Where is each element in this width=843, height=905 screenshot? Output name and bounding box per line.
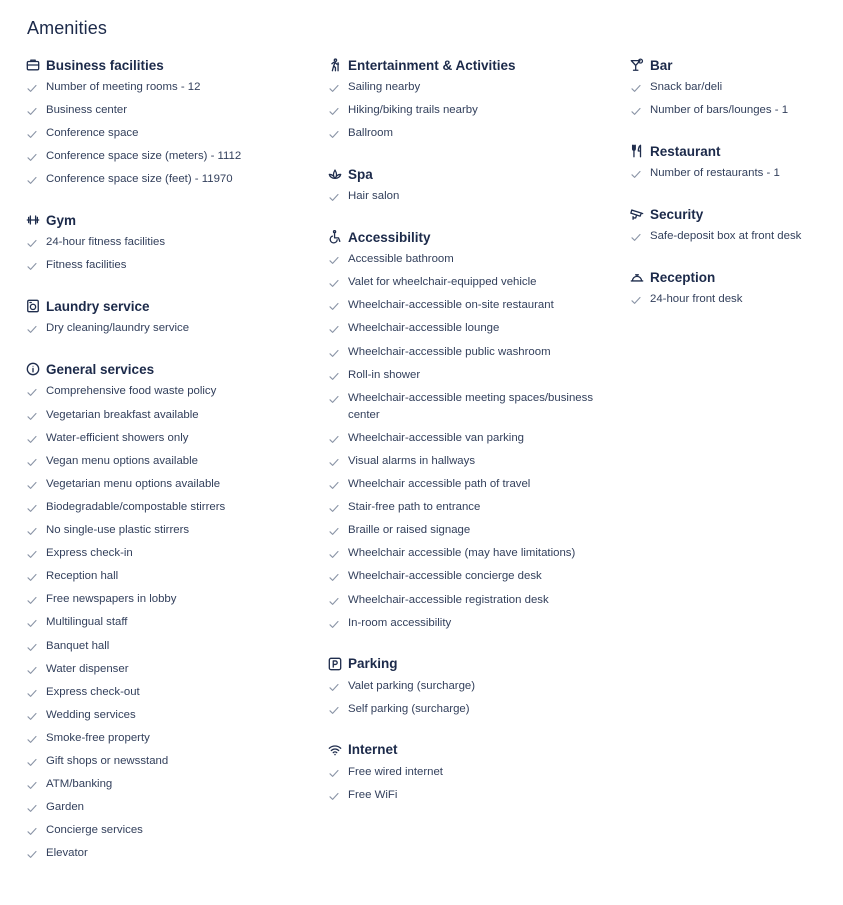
amenity-label: Vegan menu options available xyxy=(46,454,198,467)
amenity-label: Water dispenser xyxy=(46,662,129,675)
check-icon xyxy=(329,620,339,629)
amenity-label: Multilingual staff xyxy=(46,616,128,629)
amenity-label: Sailing nearby xyxy=(348,81,421,93)
amenity-item xyxy=(328,102,618,119)
check-icon xyxy=(329,550,339,559)
amenity-label: Wheelchair-accessible registration desk xyxy=(348,593,549,606)
amenity-item xyxy=(328,701,618,718)
amenity-item xyxy=(26,79,306,96)
amenity-label: Self parking (surcharge) xyxy=(348,702,470,715)
check-icon xyxy=(329,504,339,513)
amenity-item xyxy=(328,522,618,539)
amenity-item xyxy=(328,545,618,562)
check-icon xyxy=(27,504,37,513)
amenity-label: Vegetarian breakfast available xyxy=(46,408,199,421)
section-header xyxy=(328,655,618,673)
check-icon xyxy=(27,596,37,605)
washing-machine-icon xyxy=(26,299,40,313)
section-title: Security xyxy=(650,206,704,222)
check-icon xyxy=(329,458,339,467)
check-icon xyxy=(27,176,37,185)
check-icon xyxy=(27,107,37,116)
check-icon xyxy=(27,481,37,490)
check-icon xyxy=(329,84,339,93)
amenity-label: Dry cleaning/laundry service xyxy=(46,322,190,335)
section-header xyxy=(328,228,618,246)
section-title: Gym xyxy=(46,212,77,228)
amenity-label: Ballroom xyxy=(348,127,393,140)
check-icon xyxy=(27,325,37,334)
amenity-item xyxy=(26,148,306,165)
check-icon xyxy=(27,388,37,397)
section-header xyxy=(26,297,306,315)
amenity-label: Stair-free path to entrance xyxy=(348,501,481,514)
section-restaurant xyxy=(630,142,840,182)
check-icon xyxy=(27,781,37,790)
amenity-label: Business center xyxy=(46,104,128,117)
amenity-list xyxy=(328,79,618,142)
amenity-item xyxy=(26,776,306,793)
amenity-label: Wheelchair accessible path of travel xyxy=(348,478,531,491)
check-icon xyxy=(329,193,339,202)
amenity-item xyxy=(328,188,618,205)
check-icon xyxy=(27,850,37,859)
amenity-list xyxy=(630,165,840,182)
check-icon xyxy=(329,130,339,139)
amenity-item xyxy=(26,171,306,188)
amenity-item xyxy=(26,614,306,631)
amenity-item xyxy=(26,753,306,770)
section-bar xyxy=(630,56,840,119)
amenity-label: Wheelchair-accessible meeting spaces/business center xyxy=(348,391,594,421)
check-icon xyxy=(27,262,37,271)
amenity-item xyxy=(26,125,306,142)
amenity-item xyxy=(328,499,618,516)
check-icon xyxy=(329,597,339,606)
dumbbell-icon xyxy=(26,213,40,227)
parking-icon xyxy=(328,657,342,671)
info-icon xyxy=(26,362,40,376)
amenity-item xyxy=(26,234,306,251)
amenity-item xyxy=(26,545,306,562)
amenity-label: Comprehensive food waste policy xyxy=(46,385,217,398)
amenity-item xyxy=(630,79,840,96)
amenity-label: Garden xyxy=(46,801,84,814)
check-icon xyxy=(329,302,339,311)
check-icon xyxy=(329,683,339,692)
section-general-services xyxy=(26,360,306,862)
section-gym xyxy=(26,211,306,274)
section-security xyxy=(630,205,840,245)
check-icon xyxy=(27,689,37,698)
amenity-label: Hiking/biking trails nearby xyxy=(348,104,478,117)
amenity-item xyxy=(26,453,306,470)
check-icon xyxy=(329,107,339,116)
section-parking xyxy=(328,655,618,718)
amenity-label: Valet parking (surcharge) xyxy=(348,679,476,692)
check-icon xyxy=(27,153,37,162)
section-entertainment-and-activities xyxy=(328,56,618,142)
amenity-label: Conference space xyxy=(46,127,139,140)
section-title: Parking xyxy=(348,656,398,672)
amenity-list xyxy=(328,188,618,205)
amenity-list xyxy=(26,383,306,862)
amenity-label: Number of meeting rooms - 12 xyxy=(46,81,201,93)
check-icon xyxy=(27,412,37,421)
check-icon xyxy=(27,735,37,744)
amenity-label: Vegetarian menu options available xyxy=(46,477,221,490)
check-icon xyxy=(329,706,339,715)
check-icon xyxy=(27,130,37,139)
amenity-item xyxy=(328,568,618,585)
check-icon xyxy=(329,256,339,265)
amenity-list xyxy=(328,678,618,718)
section-header xyxy=(328,56,618,74)
section-header xyxy=(630,142,840,160)
amenity-list xyxy=(26,320,306,337)
section-title: Restaurant xyxy=(650,143,721,159)
amenity-label: Biodegradable/compostable stirrers xyxy=(46,500,226,513)
amenity-item xyxy=(328,764,618,781)
section-title: Reception xyxy=(650,269,716,285)
amenity-label: Hair salon xyxy=(348,190,400,203)
amenity-item xyxy=(26,320,306,337)
amenity-label: Safe-deposit box at front desk xyxy=(650,230,802,243)
wifi-icon xyxy=(328,743,342,757)
amenity-list xyxy=(328,251,618,631)
amenity-item xyxy=(328,430,618,447)
briefcase-icon xyxy=(26,58,40,72)
page-title: Amenities xyxy=(27,18,107,38)
section-title: General services xyxy=(46,361,155,377)
amenity-label: Wheelchair-accessible lounge xyxy=(348,322,500,335)
amenity-label: In-room accessibility xyxy=(348,616,452,629)
amenity-item xyxy=(26,568,306,585)
amenity-item xyxy=(26,845,306,862)
amenity-item xyxy=(26,102,306,119)
amenity-label: Free wired internet xyxy=(348,765,443,778)
cocktail-icon xyxy=(630,58,644,72)
amenities-column-1 xyxy=(26,56,306,885)
check-icon xyxy=(27,527,37,536)
amenities-column-2 xyxy=(328,56,618,827)
amenity-item xyxy=(328,592,618,609)
check-icon xyxy=(631,84,641,93)
amenity-list xyxy=(26,234,306,274)
check-icon xyxy=(329,395,339,404)
amenity-item xyxy=(328,251,618,268)
amenity-item xyxy=(328,615,618,632)
amenity-item xyxy=(328,79,618,96)
amenity-item xyxy=(328,678,618,695)
security-camera-icon xyxy=(630,207,644,221)
amenity-label: Fitness facilities xyxy=(46,259,127,272)
amenity-item xyxy=(26,257,306,274)
section-reception xyxy=(630,268,840,308)
wheelchair-icon xyxy=(328,230,342,244)
amenity-label: Valet for wheelchair-equipped vehicle xyxy=(348,276,537,289)
amenity-item xyxy=(26,684,306,701)
amenity-label: Wheelchair-accessible on-site restaurant xyxy=(348,299,554,312)
amenity-label: Braille or raised signage xyxy=(348,524,471,537)
amenities-column-3 xyxy=(630,56,840,331)
check-icon xyxy=(27,666,37,675)
amenity-label: ATM/banking xyxy=(46,778,113,791)
amenity-item xyxy=(26,476,306,493)
amenity-list xyxy=(630,79,840,119)
section-title: Bar xyxy=(650,57,673,73)
check-icon xyxy=(631,296,641,305)
section-title: Business facilities xyxy=(46,57,164,73)
amenity-label: Wheelchair accessible (may have limitations) xyxy=(348,547,576,560)
section-header xyxy=(328,165,618,183)
amenity-label: Number of restaurants - 1 xyxy=(650,167,780,180)
amenity-item xyxy=(26,591,306,608)
amenity-list xyxy=(630,291,840,308)
amenity-list xyxy=(630,228,840,245)
amenity-label: Gift shops or newsstand xyxy=(46,754,169,767)
amenity-item xyxy=(328,274,618,291)
amenity-item xyxy=(328,390,618,424)
amenity-item xyxy=(26,522,306,539)
amenity-label: Express check-in xyxy=(46,547,133,560)
amenity-label: Accessible bathroom xyxy=(348,253,454,266)
amenity-item xyxy=(26,499,306,516)
amenity-label: Wheelchair-accessible public washroom xyxy=(348,345,551,358)
amenity-item xyxy=(630,291,840,308)
check-icon xyxy=(27,239,37,248)
section-business-facilities xyxy=(26,56,306,188)
amenity-list xyxy=(26,79,306,188)
amenity-label: Express check-out xyxy=(46,685,140,698)
section-header xyxy=(630,268,840,286)
check-icon xyxy=(329,792,339,801)
check-icon xyxy=(329,435,339,444)
section-header xyxy=(630,56,840,74)
check-icon xyxy=(329,573,339,582)
check-icon xyxy=(27,458,37,467)
check-icon xyxy=(27,712,37,721)
amenity-label: Wedding services xyxy=(46,708,136,721)
amenity-item xyxy=(26,383,306,400)
fork-knife-icon xyxy=(630,144,644,158)
amenity-label: Elevator xyxy=(46,847,88,860)
amenity-item xyxy=(328,476,618,493)
amenity-item xyxy=(328,320,618,337)
amenity-label: Reception hall xyxy=(46,570,119,583)
amenity-label: Concierge services xyxy=(46,824,143,837)
section-accessibility xyxy=(328,228,618,631)
check-icon xyxy=(329,481,339,490)
section-title: Accessibility xyxy=(348,229,431,245)
check-icon xyxy=(27,804,37,813)
amenity-item xyxy=(630,228,840,245)
amenity-label: No single-use plastic stirrers xyxy=(46,524,190,537)
check-icon xyxy=(631,107,641,116)
section-title: Laundry service xyxy=(46,298,150,314)
check-icon xyxy=(27,573,37,582)
amenity-item xyxy=(328,367,618,384)
section-header xyxy=(26,211,306,229)
amenity-item xyxy=(26,661,306,678)
amenity-item xyxy=(328,344,618,361)
check-icon xyxy=(329,325,339,334)
check-icon xyxy=(329,372,339,381)
check-icon xyxy=(329,279,339,288)
check-icon xyxy=(27,435,37,444)
hiker-icon xyxy=(328,58,342,72)
amenity-item xyxy=(26,799,306,816)
amenity-item xyxy=(328,453,618,470)
section-header xyxy=(26,360,306,378)
check-icon xyxy=(631,170,641,179)
amenity-item xyxy=(630,165,840,182)
amenity-item xyxy=(26,707,306,724)
check-icon xyxy=(27,758,37,767)
amenity-label: 24-hour front desk xyxy=(650,293,743,306)
check-icon xyxy=(27,84,37,93)
check-icon xyxy=(27,550,37,559)
amenity-item xyxy=(26,407,306,424)
amenity-label: Smoke-free property xyxy=(46,731,150,744)
check-icon xyxy=(329,349,339,358)
check-icon xyxy=(27,827,37,836)
amenity-label: Wheelchair-accessible concierge desk xyxy=(348,570,542,583)
amenity-item xyxy=(328,297,618,314)
section-laundry-service xyxy=(26,297,306,337)
section-header xyxy=(630,205,840,223)
section-internet xyxy=(328,741,618,804)
amenity-label: Banquet hall xyxy=(46,639,110,652)
service-bell-icon xyxy=(630,270,644,284)
amenity-item xyxy=(26,822,306,839)
amenity-label: Number of bars/lounges - 1 xyxy=(650,104,789,117)
amenity-item xyxy=(328,125,618,142)
check-icon xyxy=(27,619,37,628)
amenity-label: Conference space size (meters) - 1112 xyxy=(46,150,242,163)
check-icon xyxy=(329,769,339,778)
amenity-list xyxy=(328,764,618,804)
amenity-label: Conference space size (feet) - 11970 xyxy=(46,173,233,186)
check-icon xyxy=(631,233,641,242)
section-header xyxy=(26,56,306,74)
check-icon xyxy=(27,643,37,652)
section-title: Entertainment & Activities xyxy=(348,57,516,73)
amenity-label: Free newspapers in lobby xyxy=(46,593,177,606)
amenity-item xyxy=(26,730,306,747)
section-spa xyxy=(328,165,618,205)
amenity-label: Wheelchair-accessible van parking xyxy=(348,431,525,444)
amenity-item xyxy=(630,102,840,119)
lotus-icon xyxy=(328,167,342,181)
section-header xyxy=(328,741,618,759)
check-icon xyxy=(329,527,339,536)
amenity-label: Free WiFi xyxy=(348,788,398,801)
amenity-item xyxy=(26,430,306,447)
amenity-label: Water-efficient showers only xyxy=(46,431,189,444)
amenity-item xyxy=(26,638,306,655)
amenity-label: 24-hour fitness facilities xyxy=(46,236,166,249)
amenity-item xyxy=(328,787,618,804)
section-title: Spa xyxy=(348,166,373,182)
section-title: Internet xyxy=(348,742,398,758)
amenity-label: Visual alarms in hallways xyxy=(348,454,476,467)
amenity-label: Roll-in shower xyxy=(348,368,421,381)
amenity-label: Snack bar/deli xyxy=(650,81,723,93)
